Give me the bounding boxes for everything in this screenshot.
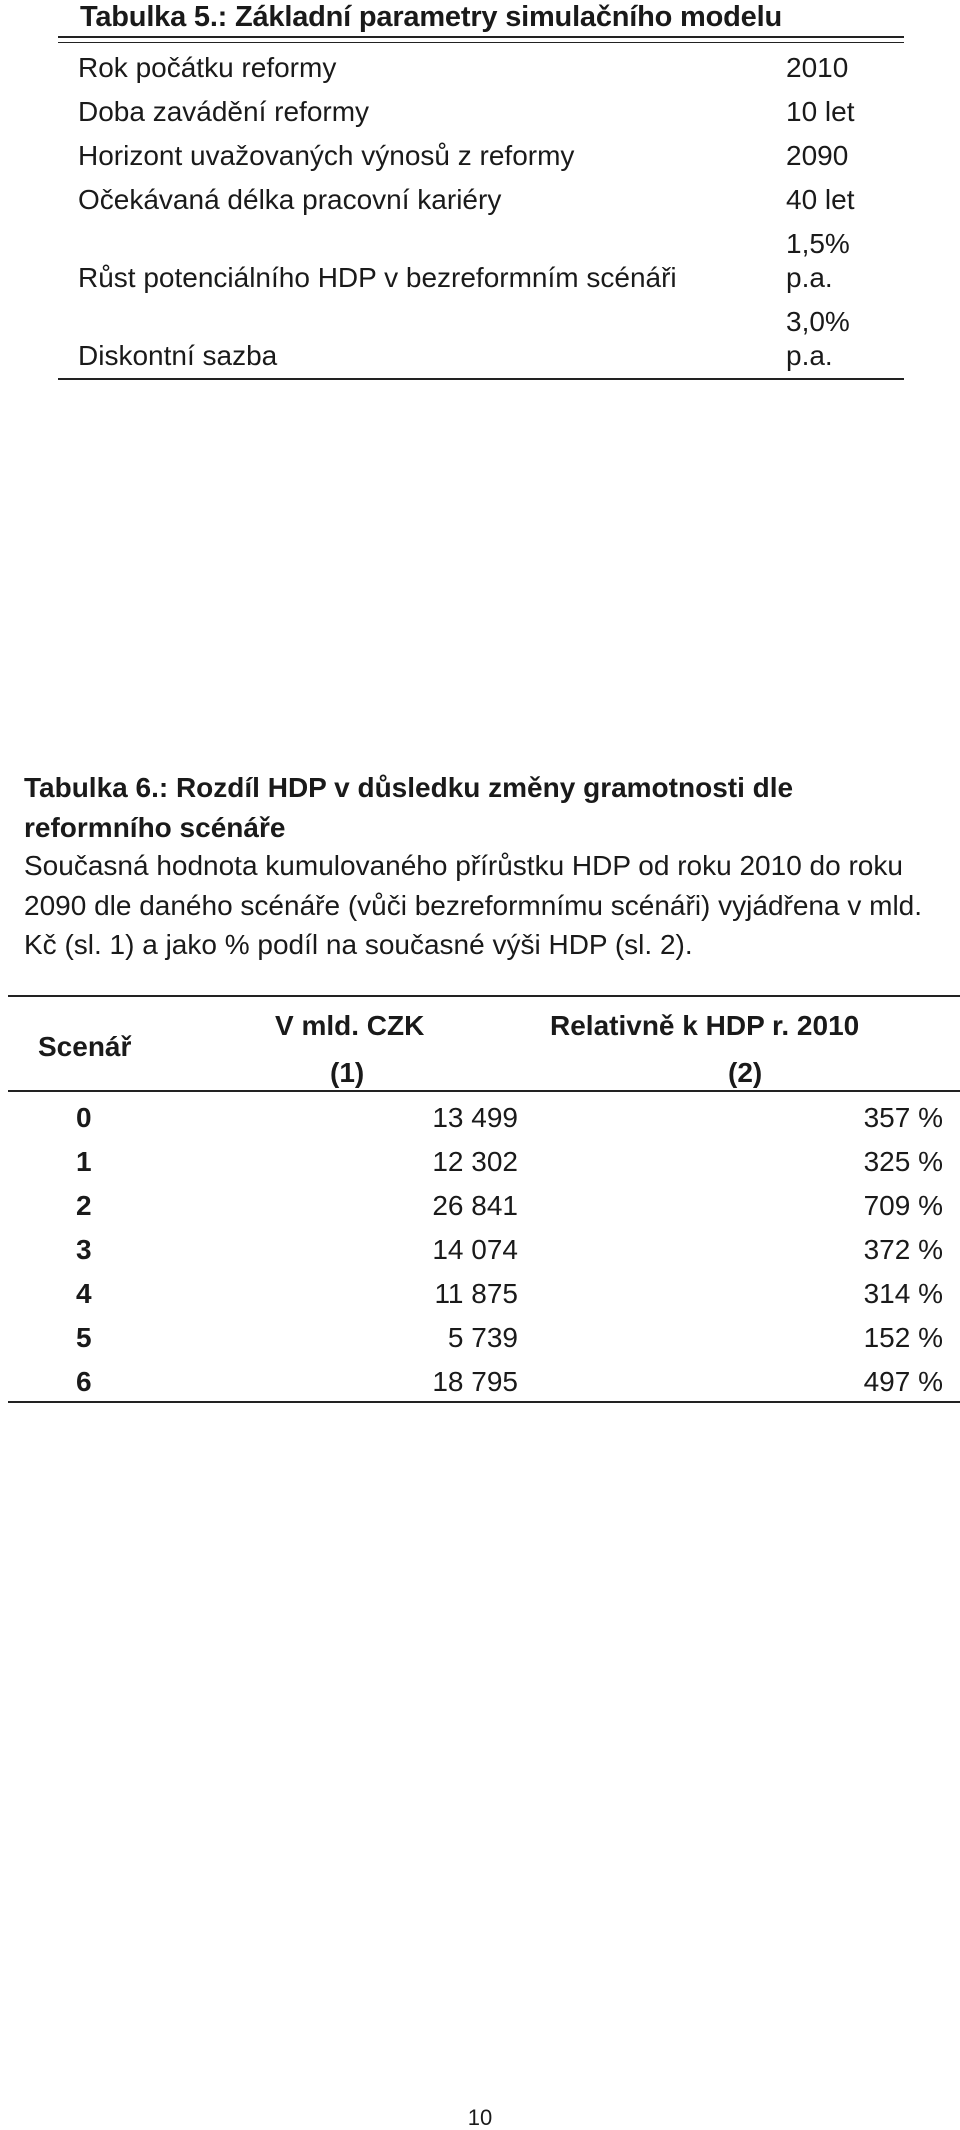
table5-row-label: Horizont uvažovaných výnosů z reformy (78, 140, 575, 171)
table6-header-col2-number: (2) (728, 1057, 763, 1088)
table5-row (78, 90, 898, 134)
table6-value-cell: 26 841 (432, 1190, 518, 1221)
table5-row-label: Doba zavádění reformy (78, 96, 370, 127)
table6-header-rule (8, 1090, 960, 1092)
table6-relative-cell: 357 % (863, 1102, 943, 1133)
table6-value-cell: 5 739 (447, 1322, 518, 1353)
table5-row-value: 2090 (786, 140, 849, 171)
table5-top-rule (58, 36, 904, 38)
table6-scenario-cell: 1 (76, 1146, 92, 1177)
table6-value-cell: 11 875 (434, 1278, 518, 1309)
table6-header-col1: V mld. CZK (275, 1010, 425, 1041)
table6-value-cell: 18 795 (432, 1366, 518, 1397)
table5-row (78, 134, 898, 178)
table6-relative-cell: 152 % (863, 1322, 943, 1353)
table6-scenario-cell: 4 (76, 1278, 92, 1309)
table6-value-cell: 14 074 (432, 1234, 518, 1265)
page-number: 10 (467, 2105, 493, 2130)
table5-row-value: 2010 (786, 52, 849, 83)
table6-scenario-cell: 6 (76, 1366, 92, 1397)
table6-relative-cell: 325 % (863, 1146, 943, 1177)
table5-row (78, 300, 898, 378)
table6-scenario-cell: 5 (76, 1322, 92, 1353)
table5-row-label: Diskontní sazba (78, 340, 278, 371)
table5-top-rule-thin (58, 42, 904, 43)
table5-bottom-rule (58, 378, 904, 380)
table5-title: Tabulka 5.: Základní parametry simulačního modelu (80, 1, 782, 33)
table6-relative-cell: 314 % (863, 1278, 943, 1309)
table5-row-value-line2: p.a. (786, 262, 833, 293)
table5-row-value: 10 let (786, 96, 855, 127)
table-row (0, 1272, 960, 1316)
table6-value-cell: 12 302 (432, 1146, 518, 1177)
table6-scenario-cell: 2 (76, 1190, 92, 1221)
table6-header-scenario: Scenář (38, 1031, 132, 1062)
table6-bottom-rule (8, 1401, 960, 1403)
table5-row-value-line1: 1,5% (786, 228, 850, 259)
table-row (0, 1360, 960, 1404)
table5-row-label: Rok počátku reformy (78, 52, 337, 83)
table-row (0, 1096, 960, 1140)
table6-header-col1-number: (1) (330, 1057, 365, 1088)
table5-row-value-line1: 3,0% (786, 306, 850, 337)
table6-top-rule (8, 995, 960, 997)
table5-row-label: Růst potenciálního HDP v bezreformním scénáři (78, 262, 677, 293)
table6-title: Tabulka 6.: Rozdíl HDP v důsledku změny gramotnosti dle reformního scénáře (24, 772, 794, 843)
table6-scenario-cell: 0 (76, 1102, 92, 1133)
table5-row (78, 46, 898, 90)
table5-row-label: Očekávaná délka pracovní kariéry (78, 184, 502, 215)
table6-relative-cell: 709 % (863, 1190, 943, 1221)
table6-scenario-cell: 3 (76, 1234, 92, 1265)
table-row (0, 1140, 960, 1184)
table-row (0, 1228, 960, 1272)
table5-row (78, 222, 898, 300)
table6-relative-cell: 497 % (863, 1366, 943, 1397)
table-row (0, 1316, 960, 1360)
table6-value-cell: 13 499 (432, 1102, 518, 1133)
table5-row (78, 178, 898, 222)
table6-header-col2: Relativně k HDP r. 2010 (550, 1010, 860, 1041)
table6-relative-cell: 372 % (863, 1234, 943, 1265)
table5-row-value: 40 let (786, 184, 855, 215)
table5-row-value-line2: p.a. (786, 340, 833, 371)
table6-description: Současná hodnota kumulovaného přírůstku HDP od roku 2010 do roku 2090 dle daného scénáře (vůči bezreformnímu scénáři) vyjádřena v mld. Kč (sl. 1) a jako % podíl na současné výši HDP (sl. 2). (24, 850, 923, 960)
table-row (0, 1184, 960, 1228)
